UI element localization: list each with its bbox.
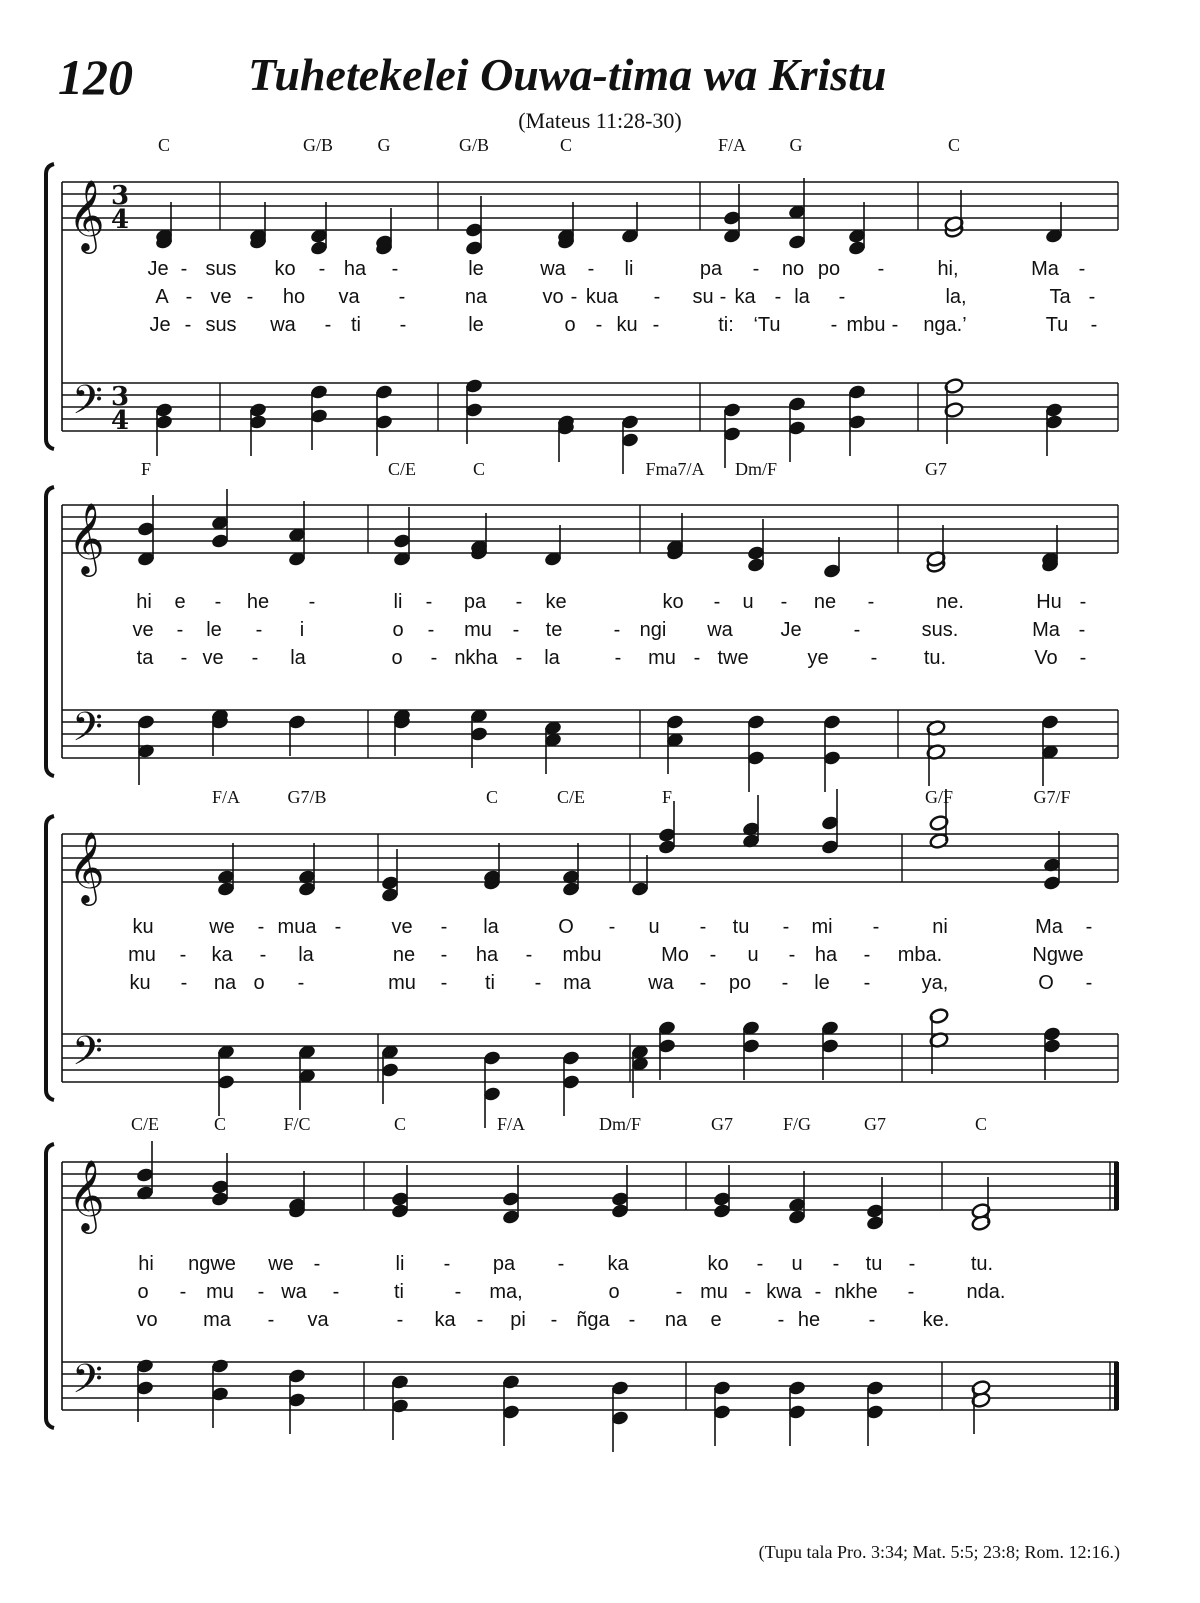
chord-symbol: F/A bbox=[211, 787, 241, 807]
lyric-verse-3: ta bbox=[136, 647, 154, 669]
lyric-verse-2: le bbox=[206, 619, 222, 641]
lyric-verse-3: - bbox=[396, 1309, 404, 1331]
lyric-verse-2: kua bbox=[585, 286, 619, 308]
lyric-verse-1: ko bbox=[274, 258, 296, 280]
lyric-verse-2: - bbox=[1078, 619, 1086, 641]
lyric-verse-3: o bbox=[253, 972, 265, 994]
treble-clef-icon: 𝄞 bbox=[68, 830, 105, 903]
lyric-verse-1: Je bbox=[147, 258, 169, 280]
lyric-verse-2: - bbox=[332, 1281, 340, 1303]
lyric-verse-2: wa bbox=[281, 1281, 307, 1303]
lyric-verse-2: va bbox=[338, 286, 360, 308]
lyric-verse-1: - bbox=[608, 916, 616, 938]
lyric-verse-1: ne bbox=[813, 591, 837, 613]
lyric-verse-3: mu bbox=[388, 972, 416, 994]
lyric-verse-2: vo bbox=[542, 286, 564, 308]
lyric-verse-2: - bbox=[440, 944, 448, 966]
lyric-verse-1: Ma bbox=[1031, 258, 1059, 280]
lyric-verse-1: - bbox=[308, 591, 316, 613]
lyric-verse-3: ve bbox=[202, 647, 224, 669]
lyric-verse-2: te bbox=[545, 619, 563, 641]
lyric-verse-3: e bbox=[710, 1309, 722, 1331]
lyric-verse-3: nga.’ bbox=[923, 314, 967, 336]
lyric-verse-3: ku bbox=[129, 972, 151, 994]
lyric-verse-2: mu bbox=[700, 1281, 728, 1303]
lyric-verse-2: - bbox=[259, 944, 267, 966]
lyric-verse-1: - bbox=[440, 916, 448, 938]
lyric-verse-1: hi bbox=[138, 1253, 154, 1275]
treble-clef-icon: 𝄞 bbox=[68, 501, 105, 574]
lyric-verse-2: i bbox=[299, 619, 305, 641]
system-bracket bbox=[46, 816, 54, 1100]
lyric-verse-2: - bbox=[653, 286, 661, 308]
lyric-verse-3: ya, bbox=[921, 972, 949, 994]
treble-clef-icon: 𝄞 bbox=[68, 178, 105, 251]
lyric-verse-2: Ngwe bbox=[1032, 944, 1084, 966]
chord-symbol: C/E bbox=[130, 1114, 160, 1134]
lyric-verse-1: - bbox=[877, 258, 885, 280]
chord-symbol: C bbox=[485, 787, 499, 807]
lyric-verse-3: - bbox=[251, 647, 259, 669]
lyric-verse-1: - bbox=[391, 258, 399, 280]
lyric-verse-2: o bbox=[608, 1281, 620, 1303]
lyric-verse-1: ko bbox=[662, 591, 684, 613]
lyric-verse-1: li bbox=[624, 258, 634, 280]
lyric-verse-2: su bbox=[692, 286, 714, 308]
lyric-verse-3: - bbox=[440, 972, 448, 994]
lyric-verse-2: - bbox=[570, 286, 578, 308]
lyric-verse-3: o bbox=[391, 647, 403, 669]
chord-symbol: F/C bbox=[283, 1114, 311, 1134]
lyric-verse-1: mi bbox=[811, 916, 833, 938]
lyric-verse-3: Tu bbox=[1045, 314, 1069, 336]
lyric-verse-3: - bbox=[891, 314, 899, 336]
chord-symbol: G/B bbox=[302, 135, 334, 155]
lyric-verse-1: - bbox=[1079, 591, 1087, 613]
chord-symbol: C bbox=[472, 459, 486, 479]
lyric-verse-3: - bbox=[476, 1309, 484, 1331]
lyric-verse-2: nkhe bbox=[834, 1281, 878, 1303]
lyric-verse-2: - bbox=[1088, 286, 1096, 308]
lyric-verse-3: ñga bbox=[576, 1309, 610, 1331]
lyric-verse-1: ha bbox=[343, 258, 367, 280]
lyric-verse-3: - bbox=[515, 647, 523, 669]
lyric-verse-3: - bbox=[595, 314, 603, 336]
system-bracket bbox=[46, 164, 54, 449]
lyric-verse-1: - bbox=[1085, 916, 1093, 938]
system-bracket bbox=[46, 1144, 54, 1428]
chord-symbol: C bbox=[974, 1114, 988, 1134]
lyric-verse-3: - bbox=[870, 647, 878, 669]
lyric-verse-3: - bbox=[868, 1309, 876, 1331]
lyric-verse-1: - bbox=[318, 258, 326, 280]
lyric-verse-2: - bbox=[454, 1281, 462, 1303]
lyric-verse-1: u bbox=[648, 916, 660, 938]
lyric-verse-2: mu bbox=[464, 619, 492, 641]
lyric-verse-3: - bbox=[830, 314, 838, 336]
lyric-verse-2: - bbox=[398, 286, 406, 308]
lyric-verse-2: - bbox=[719, 286, 727, 308]
lyric-verse-1: - bbox=[908, 1253, 916, 1275]
lyric-verse-2: ho bbox=[282, 286, 306, 308]
lyric-verse-3: - bbox=[1079, 647, 1087, 669]
lyric-verse-3: o bbox=[564, 314, 576, 336]
chord-symbol: G/B bbox=[458, 135, 490, 155]
lyric-verse-1: - bbox=[313, 1253, 321, 1275]
lyric-verse-3: ye bbox=[807, 647, 829, 669]
hymn-number: 120 bbox=[58, 49, 133, 105]
lyric-verse-1: - bbox=[752, 258, 760, 280]
lyric-verse-1: ne. bbox=[936, 591, 964, 613]
lyric-verse-2: ngi bbox=[639, 619, 667, 641]
lyric-verse-1: li bbox=[395, 1253, 405, 1275]
chord-symbol: G7 bbox=[711, 1114, 733, 1134]
lyric-verse-2: - bbox=[744, 1281, 752, 1303]
lyric-verse-3: ku bbox=[616, 314, 638, 336]
lyric-verse-2: - bbox=[709, 944, 717, 966]
lyric-verse-1: pa bbox=[492, 1253, 516, 1275]
lyric-verse-1: u bbox=[791, 1253, 803, 1275]
lyric-verse-2: - bbox=[838, 286, 846, 308]
lyric-verse-2: - bbox=[185, 286, 193, 308]
chord-symbol: G7/F bbox=[1033, 787, 1071, 807]
chord-symbol: F/G bbox=[782, 1114, 812, 1134]
lyric-verse-3: - bbox=[180, 647, 188, 669]
lyric-verse-1: hi bbox=[136, 591, 152, 613]
chord-symbol: G7 bbox=[864, 1114, 886, 1134]
lyric-verse-2: ti bbox=[394, 1281, 404, 1303]
chord-symbol: F/A bbox=[717, 135, 747, 155]
lyric-verse-1: - bbox=[214, 591, 222, 613]
lyric-verse-1: po bbox=[817, 258, 841, 280]
lyric-verse-3: - bbox=[863, 972, 871, 994]
lyric-verse-2: ve bbox=[132, 619, 154, 641]
lyric-verse-1: - bbox=[713, 591, 721, 613]
lyric-verse-2: - bbox=[179, 944, 187, 966]
lyric-verse-3: - bbox=[652, 314, 660, 336]
lyric-verse-2: ka bbox=[734, 286, 756, 308]
lyric-verse-2: ma, bbox=[489, 1281, 523, 1303]
time-signature-top: 3 bbox=[110, 382, 130, 412]
lyric-verse-3: he bbox=[797, 1309, 821, 1331]
hymn-title: Tuhetekelei Ouwa-tima wa Kristu bbox=[248, 49, 887, 100]
lyric-verse-3: - bbox=[614, 647, 622, 669]
lyric-verse-3: vo bbox=[136, 1309, 158, 1331]
lyric-verse-2: - bbox=[774, 286, 782, 308]
lyric-verse-3: - bbox=[1090, 314, 1098, 336]
lyric-verse-3: - bbox=[550, 1309, 558, 1331]
lyric-verse-3: le bbox=[814, 972, 830, 994]
lyric-verse-2: ha bbox=[475, 944, 499, 966]
lyric-verse-3: mbu bbox=[846, 314, 886, 336]
lyric-verse-2: - bbox=[512, 619, 520, 641]
lyric-verse-3: - bbox=[180, 972, 188, 994]
lyric-verse-3: - bbox=[534, 972, 542, 994]
lyric-verse-3: le bbox=[468, 314, 484, 336]
lyric-verse-1: la bbox=[483, 916, 499, 938]
lyric-verse-1: O bbox=[558, 916, 574, 938]
lyric-verse-3: ‘Tu bbox=[753, 314, 781, 336]
chord-symbol: G bbox=[789, 135, 803, 155]
lyric-verse-2: la bbox=[794, 286, 810, 308]
lyric-verse-3: wa bbox=[648, 972, 674, 994]
lyric-verse-1: ke bbox=[545, 591, 567, 613]
lyric-verse-3: ma bbox=[203, 1309, 231, 1331]
lyric-verse-1: ku bbox=[132, 916, 154, 938]
lyric-verse-2: - bbox=[814, 1281, 822, 1303]
lyric-verse-1: - bbox=[872, 916, 880, 938]
lyric-verse-3: ma bbox=[563, 972, 591, 994]
chord-symbol: Fma7/A bbox=[645, 459, 705, 479]
lyric-verse-1: we bbox=[209, 916, 235, 938]
bass-clef-icon: 𝄢 bbox=[72, 1028, 103, 1084]
lyric-verse-2: ka bbox=[211, 944, 233, 966]
lyric-verse-2: ve bbox=[210, 286, 232, 308]
lyric-verse-1: - bbox=[867, 591, 875, 613]
lyric-verse-1: hi, bbox=[937, 258, 959, 280]
scripture-reference: (Mateus 11:28-30) bbox=[518, 108, 682, 133]
lyric-verse-2: - bbox=[255, 619, 263, 641]
time-signature-bottom: 4 bbox=[110, 205, 130, 235]
lyric-verse-3: sus bbox=[205, 314, 237, 336]
lyric-verse-2: mu bbox=[128, 944, 156, 966]
lyric-verse-1: - bbox=[515, 591, 523, 613]
lyric-verse-3: pi bbox=[510, 1309, 526, 1331]
lyric-verse-2: - bbox=[525, 944, 533, 966]
bass-clef-icon: 𝄢 bbox=[72, 1356, 103, 1412]
final-barline-thick bbox=[1114, 1362, 1119, 1410]
chord-symbol: G/F bbox=[924, 787, 954, 807]
lyric-verse-2: Ma bbox=[1032, 619, 1060, 641]
lyric-verse-2: - bbox=[907, 1281, 915, 1303]
lyric-verse-1: tu. bbox=[970, 1253, 994, 1275]
lyric-verse-1: sus bbox=[205, 258, 237, 280]
lyric-verse-2: - bbox=[257, 1281, 265, 1303]
lyric-verse-1: - bbox=[257, 916, 265, 938]
lyric-verse-2: - bbox=[675, 1281, 683, 1303]
lyric-verse-3: Je bbox=[149, 314, 171, 336]
lyric-verse-3: - bbox=[324, 314, 332, 336]
lyric-verse-3: ti bbox=[351, 314, 361, 336]
chord-symbol: C bbox=[947, 135, 961, 155]
lyric-verse-3: ti: bbox=[718, 314, 734, 336]
lyric-verse-3: ka bbox=[434, 1309, 456, 1331]
lyric-verse-1: - bbox=[756, 1253, 764, 1275]
lyric-verse-2: kwa bbox=[766, 1281, 802, 1303]
lyric-verse-3: O bbox=[1038, 972, 1054, 994]
lyric-verse-2: - bbox=[788, 944, 796, 966]
lyric-verse-2: na bbox=[464, 286, 488, 308]
lyric-verse-2: - bbox=[246, 286, 254, 308]
final-barline-thick bbox=[1114, 1162, 1119, 1210]
lyric-verse-2: - bbox=[427, 619, 435, 641]
lyric-verse-3: - bbox=[399, 314, 407, 336]
lyric-verse-2: - bbox=[613, 619, 621, 641]
lyric-verse-1: ko bbox=[707, 1253, 729, 1275]
lyric-verse-2: mbu bbox=[562, 944, 602, 966]
lyric-verse-3: va bbox=[307, 1309, 329, 1331]
lyric-verse-1: - bbox=[832, 1253, 840, 1275]
lyric-verse-1: e bbox=[174, 591, 186, 613]
lyric-verse-1: - bbox=[425, 591, 433, 613]
lyric-verse-2: Je bbox=[780, 619, 802, 641]
lyric-verse-3: - bbox=[297, 972, 305, 994]
chord-symbol: C bbox=[559, 135, 573, 155]
chord-symbol: G bbox=[377, 135, 391, 155]
chord-symbol: C bbox=[393, 1114, 407, 1134]
lyric-verse-3: tu. bbox=[923, 647, 947, 669]
lyric-verse-2: la, bbox=[945, 286, 967, 308]
lyric-verse-2: o bbox=[392, 619, 404, 641]
lyric-verse-1: ve bbox=[391, 916, 413, 938]
lyric-verse-1: wa bbox=[540, 258, 566, 280]
lyric-verse-3: - bbox=[699, 972, 707, 994]
lyric-verse-1: li bbox=[393, 591, 403, 613]
lyric-verse-1: - bbox=[782, 916, 790, 938]
lyric-verse-2: A bbox=[155, 286, 169, 308]
lyric-verse-1: - bbox=[780, 591, 788, 613]
lyric-verse-1: pa bbox=[463, 591, 487, 613]
lyric-verse-2: Mo bbox=[661, 944, 689, 966]
chord-symbol: G7 bbox=[925, 459, 947, 479]
lyric-verse-2: mu bbox=[206, 1281, 234, 1303]
lyric-verse-2: Ta bbox=[1049, 286, 1071, 308]
lyric-verse-3: - bbox=[430, 647, 438, 669]
lyric-verse-1: - bbox=[587, 258, 595, 280]
lyric-verse-1: u bbox=[742, 591, 754, 613]
time-signature-bottom: 4 bbox=[110, 406, 130, 436]
lyric-verse-2: ha bbox=[814, 944, 838, 966]
chord-symbol: C bbox=[213, 1114, 227, 1134]
bass-clef-icon: 𝄢 bbox=[72, 377, 103, 433]
lyric-verse-3: la bbox=[544, 647, 560, 669]
lyric-verse-2: ne bbox=[392, 944, 416, 966]
lyric-verse-2: nda. bbox=[966, 1281, 1006, 1303]
lyric-verse-2: - bbox=[179, 1281, 187, 1303]
lyric-verse-2: - bbox=[853, 619, 861, 641]
lyric-verse-1: tu bbox=[865, 1253, 883, 1275]
lyric-verse-1: le bbox=[468, 258, 484, 280]
lyric-verse-3: - bbox=[267, 1309, 275, 1331]
lyric-verse-3: wa bbox=[270, 314, 296, 336]
lyric-verse-1: he bbox=[246, 591, 270, 613]
chord-symbol: C/E bbox=[387, 459, 417, 479]
lyric-verse-2: la bbox=[298, 944, 314, 966]
lyric-verse-1: pa bbox=[699, 258, 723, 280]
lyric-verse-1: mua bbox=[277, 916, 317, 938]
lyric-verse-2: u bbox=[747, 944, 759, 966]
lyric-verse-3: ti bbox=[485, 972, 495, 994]
lyric-verse-1: Ma bbox=[1035, 916, 1063, 938]
lyric-verse-3: twe bbox=[717, 647, 749, 669]
lyric-verse-3: po bbox=[728, 972, 752, 994]
lyric-verse-3: ke. bbox=[922, 1309, 950, 1331]
lyric-verse-1: ka bbox=[607, 1253, 629, 1275]
lyric-verse-1: ngwe bbox=[188, 1253, 236, 1275]
chord-symbol: C/E bbox=[556, 787, 586, 807]
lyric-verse-2: - bbox=[176, 619, 184, 641]
lyric-verse-2: - bbox=[863, 944, 871, 966]
lyric-verse-3: - bbox=[693, 647, 701, 669]
lyric-verse-1: Hu bbox=[1036, 591, 1062, 613]
lyric-verse-1: no bbox=[781, 258, 805, 280]
lyric-verse-2: mba. bbox=[897, 944, 943, 966]
lyric-verse-3: nkha bbox=[454, 647, 498, 669]
lyric-verse-1: - bbox=[699, 916, 707, 938]
treble-clef-icon: 𝄞 bbox=[68, 1158, 105, 1231]
chord-symbol: F bbox=[140, 459, 152, 479]
lyric-verse-3: na bbox=[213, 972, 237, 994]
lyric-verse-2: sus. bbox=[921, 619, 959, 641]
lyric-verse-3: - bbox=[628, 1309, 636, 1331]
chord-symbol: Dm/F bbox=[734, 459, 778, 479]
lyric-verse-3: na bbox=[664, 1309, 688, 1331]
lyric-verse-1: - bbox=[443, 1253, 451, 1275]
lyric-verse-3: - bbox=[777, 1309, 785, 1331]
lyric-verse-1: ni bbox=[932, 916, 948, 938]
lyric-verse-1: tu bbox=[732, 916, 750, 938]
lyric-verse-3: la bbox=[290, 647, 306, 669]
chord-symbol: F/A bbox=[496, 1114, 526, 1134]
time-signature-top: 3 bbox=[110, 181, 130, 211]
lyric-verse-1: we bbox=[268, 1253, 294, 1275]
lyric-verse-1: - bbox=[557, 1253, 565, 1275]
footer-references: (Tupu tala Pro. 3:34; Mat. 5:5; 23:8; Rom. 12:16.) bbox=[758, 1542, 1120, 1562]
lyric-verse-1: - bbox=[180, 258, 188, 280]
lyric-verse-3: - bbox=[184, 314, 192, 336]
lyric-verse-1: - bbox=[334, 916, 342, 938]
lyric-verse-1: - bbox=[1078, 258, 1086, 280]
chord-symbol: C bbox=[157, 135, 171, 155]
lyric-verse-3: - bbox=[1085, 972, 1093, 994]
lyric-verse-2: wa bbox=[707, 619, 733, 641]
chord-symbol: Dm/F bbox=[598, 1114, 642, 1134]
chord-symbol: G7/B bbox=[287, 787, 327, 807]
lyric-verse-3: Vo bbox=[1034, 647, 1058, 669]
lyric-verse-3: mu bbox=[648, 647, 676, 669]
bass-clef-icon: 𝄢 bbox=[72, 704, 103, 760]
system-bracket bbox=[46, 487, 54, 776]
lyric-verse-2: o bbox=[137, 1281, 149, 1303]
chord-symbol: F bbox=[661, 787, 673, 807]
lyric-verse-3: - bbox=[781, 972, 789, 994]
